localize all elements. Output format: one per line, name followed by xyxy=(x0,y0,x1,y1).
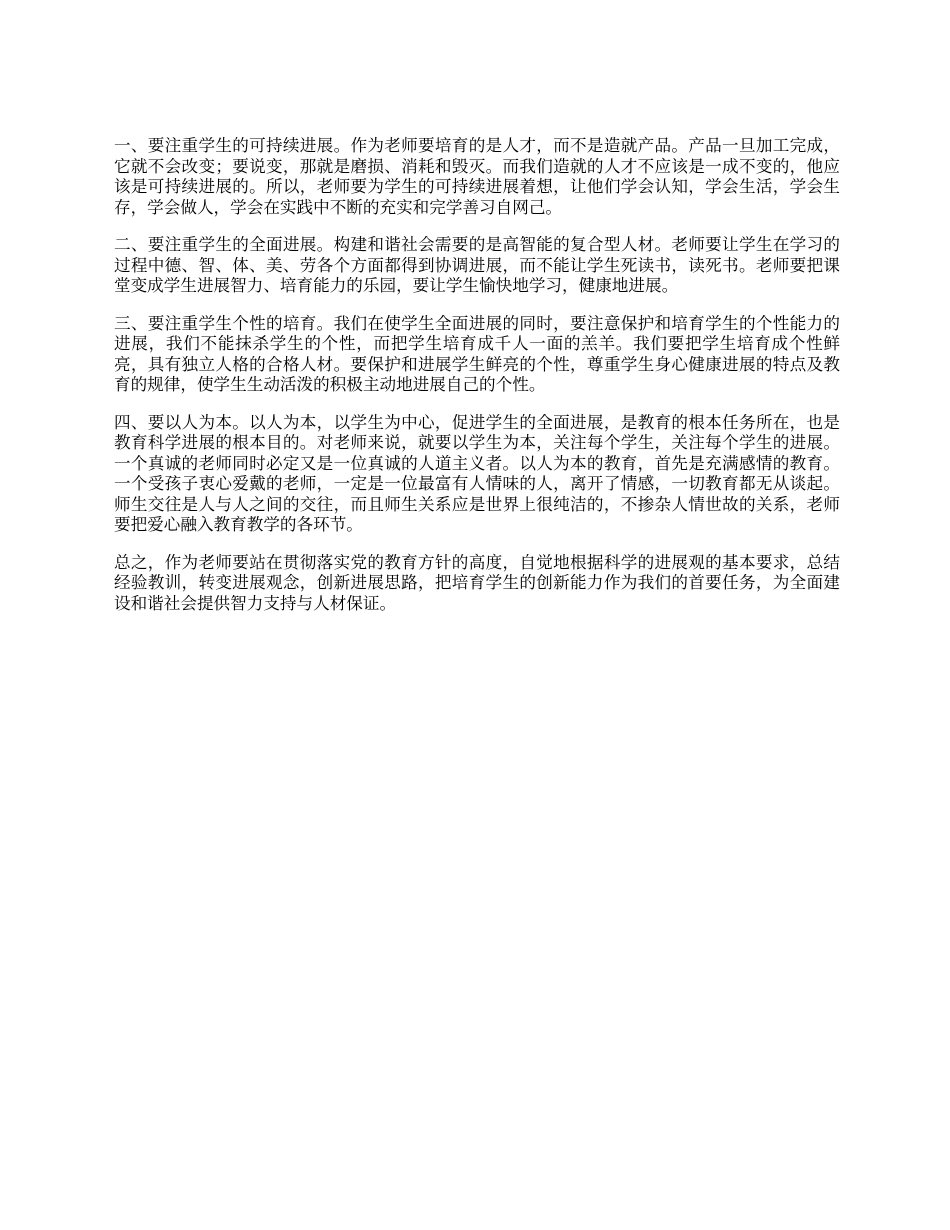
document-body xyxy=(114,136,840,631)
paragraph-people-oriented: 四、要以人为本。以人为本，以学生为中心，促进学生的全面进展，是教育的根本任务所在，也是教育科学进展的根本目的。对老师来说，就要以学生为本，关注每个学生，关注每个学生的进展。一个真诚的老师同时必定又是一位真诚的人道主义者。以人为本的教育，首先是充满感情的教育。一个受孩子衷心爱戴的老师，一定是一位最富有人情味的人，离开了情感，一切教育都无从谈起。师生交往是人与人之间的交往，而且师生关系应是世界上很纯洁的，不掺杂人情世故的关系，老师要把爱心融入教育教学的各环节。 xyxy=(114,412,840,534)
paragraph-all-round-development: 二、要注重学生的全面进展。构建和谐社会需要的是高智能的复合型人材。老师要让学生在学习的过程中德、智、体、美、劳各个方面都得到协调进展，而不能让学生死读书，读死书。老师要把课堂变成学生进展智力、培育能力的乐园，要让学生愉快地学习，健康地进展。 xyxy=(114,235,840,295)
paragraph-conclusion: 总之，作为老师要站在贯彻落实党的教育方针的高度，自觉地根据科学的进展观的基本要求，总结经验教训，转变进展观念，创新进展思路，把培育学生的创新能力作为我们的首要任务，为全面建设和谐社会提供智力支持与人材保证。 xyxy=(114,552,840,613)
paragraph-sustainable-development: 一、要注重学生的可持续进展。作为老师要培育的是人才，而不是造就产品。产品一旦加工完成，它就不会改变；要说变，那就是磨损、消耗和毁灭。而我们造就的人才不应该是一成不变的，他应该是可持续进展的。所以，老师要为学生的可持续进展着想，让他们学会认知，学会生活，学会生存，学会做人，学会在实践中不断的充实和完学善习自网己。 xyxy=(114,136,840,217)
paragraph-individuality: 三、要注重学生个性的培育。我们在使学生全面进展的同时，要注意保护和培育学生的个性能力的进展，我们不能抹杀学生的个性，而把学生培育成千人一面的羔羊。我们要把学生培育成个性鲜亮，具有独立人格的合格人材。要保护和进展学生鲜亮的个性，尊重学生身心健康进展的特点及教育的规律，使学生生动活泼的积极主动地进展自己的个性。 xyxy=(114,313,840,394)
